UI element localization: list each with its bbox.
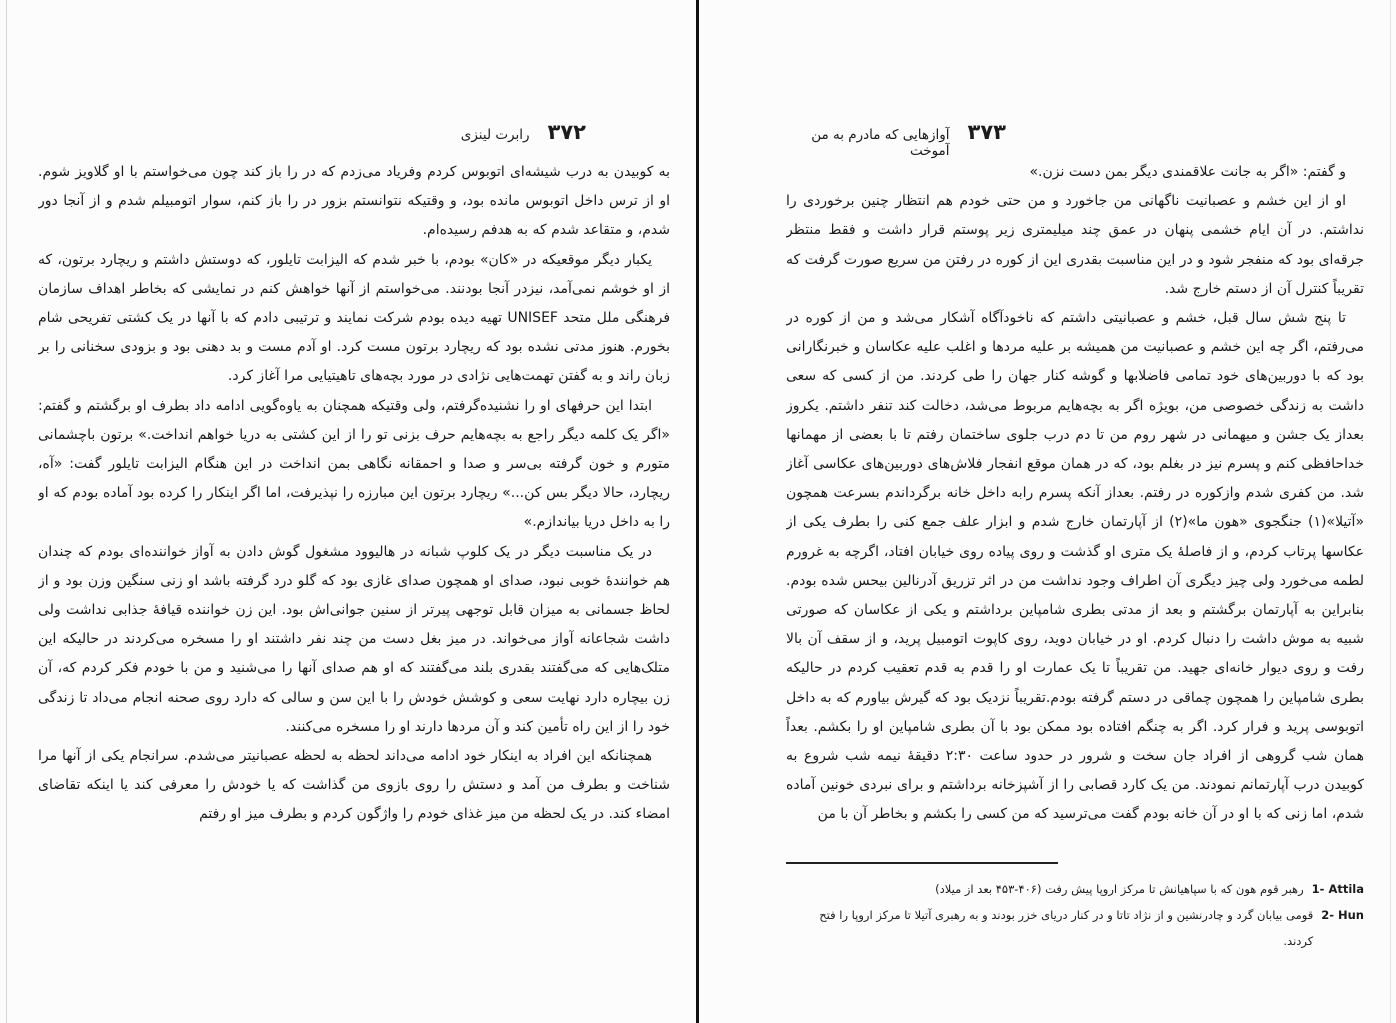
left-page-header [461, 120, 586, 144]
right-running-title: آوازهایی که مادرم به من آموخت [811, 127, 950, 159]
paragraph: تا پنج شش سال قبل، خشم و عصبانیتی داشتم که ناخودآگاه آشکار می‌شد و من از کوره در می‌رفتم، اگر چه این خشم و عصبانیت من همیشه بر علیه مردها و اغلب علیه عکاسان و خبرنگارانی بود که با دوربین‌های خود تمامی فاضلابها و گوشه کنار جهان را طی کردند. من از کسی که سعی داشت به زندگی خصوصی من، بویژه اگر به بچه‌هایم مربوط می‌شد، دخالت کند تنفر داشتم. یکروز بعداز یک جشن و میهمانی در شهر روم من تا دم درب جلوی ساختمان رفتم تا با بعضی از مهمانها خداحافظی کنم و پسرم نیز در بغلم بود، که در همان موقع انفجار فلاش‌های دوربین‌های عکاسی آغاز شد. من کفری شدم وازکوره در رفتم. بعداز آنکه پسرم رابه داخل خانه برگرداندم بسرعت همچون «آتیلا»(۱) جنگجوی «هون ما»(۲) از آپارتمان خارج شدم و ابزار علف جمع کنی را بطرف یکی از عکاسها پرتاب کردم، و از فاصلهٔ یک متری او گذشت و روی پیاده روی خیابان افتاد، اگرچه به غرورم لطمه می‌خورد ولی چیز دیگری آن اطراف وجود نداشت من در اثر تزریق آدرنالین بیحس شده بودم. بنابراین به آپارتمان برگشتم و بعد از مدتی بطری شامپاین برداشتم و یکی از عکاسان که صورتی شبیه به موش داشت را دنبال کردم. او در خیابان دوید، روی کاپوت اتومبیل پرید، و از سقف آن بالا رفت و روی دیوار خانه‌ای جهید. من تقریباً تا یک عمارت او را قدم به قدم تعقیب کردم در حالیکه بطری شامپاین را همچون چماقی در دستم گرفته بودم.تقریباً نزدیک بود که گیرش بیاورم که به داخل اتوبوسی پرید و فرار کرد. اگر به چنگم افتاده بود ممکن بود با آن بطری شامپاین او را بکشم. بعداً همان شب گروهی از افراد جان سخت و شرور در حدود ساعت ۲:۳۰ دقیقهٔ نیمه شب شروع به کوبیدن درب آپارتمانم نمودند. من یک کارد قصابی را از آشپزخانه برداشتم و برای نبردی خونین آماده شدم، اما زنی که با او در آن خانه بودم گفت می‌ترسید که من کسی را بکشم و بخاطر آن با من [786, 310, 1364, 823]
footnote-label: 2- Hun [1321, 908, 1364, 922]
right-page [786, 0, 1364, 1023]
page-edge-left [6, 0, 7, 1023]
right-page-text [786, 158, 1364, 830]
footnotes [786, 876, 1364, 954]
paragraph: به کوبیدن به درب شیشه‌ای اتوبوس کردم وفریاد می‌زدم که در را باز کند چون می‌خواستم با او گلاویز شوم. او از ترس داخل اتوبوس مانده بود، و وقتیکه نتوانستم بزور در را باز کنم، سوار اتومبیلم شدم و از آنجا دور شدم، و متقاعد شدم که به هدفم رسیده‌ام. [38, 164, 670, 239]
paragraph: و گفتم: «اگر به جانت علاقمندی دیگر بمن دست نزن.» [1029, 164, 1346, 180]
footnote-text: رهبر قوم هون که با سپاهیانش تا مرکز اروپا پیش رفت (۴۰۶-۴۵۳ بعد از میلاد) [935, 882, 1304, 896]
footnote-text: قومی بیابان گرد و چادرنشین و از نژاد تاتا و در کنار دریای خزر بودند و به رهبری آتیلا تا مرکز اروپا را فتح کردند. [819, 908, 1314, 948]
page-divider [696, 0, 699, 1023]
left-page [38, 0, 670, 1023]
paragraph: در یک مناسبت دیگر در یک کلوپ شبانه در هالیوود مشغول گوش دادن به آواز خواننده‌ای بودم که چندان هم خوانندهٔ خوبی نبود، صدای او همچون صدای غازی بود که گلو درد گرفته باشد او زنی سنگین وزن بود و از لحاظ جسمانی به میزان قابل توجهی پیرتر از سنین جوانی‌اش بود. این زن خواننده قیافهٔ جذابی نداشت ولی داشت شجاعانه آواز می‌خواند. در میز بغل دست من چند نفر داشتند او را مسخره می‌کردند در حالیکه این متلک‌هایی که می‌گفتند بقدری بلند می‌گفتند که او هم صدای آنها را می‌شنید و من با خودم فکر کردم که، آن زن بیچاره دارد نهایت سعی و کوشش خودش را با این سن و سالی که دارد روی صحنه انجام می‌داد تا زندگی خود را از این راه تأمین کند و آن مردها دارند او را مسخره می‌کنند. [38, 543, 670, 735]
right-page-number: ۳۷۳ [967, 120, 1006, 144]
footnote [786, 902, 1364, 954]
paragraph: ابتدا این حرفهای او را نشنیده‌گرفتم، ولی وقتیکه همچنان به یاوه‌گویی ادامه داد بطرف او برگشتم و گفتم: «اگر یک کلمه دیگر راجع به بچه‌هایم حرف بزنی تو را از این کشتی به دریا خواهم انداخت.» برتون باچشمانی متورم و خون گرفته بی‌سر و صدا و احمقانه نگاهی بمن انداخت در این هنگام الیزابت تایلور گفت: «آه، ریچارد، حالا دیگر بس کن...» ریچارد برتون این مبارزه را نپذیرفت، اما اگر اینکار را کرده بود آماده بودم که او را به داخل دریا بیاندازم.» [38, 397, 670, 531]
left-running-title: رابرت لینزی [460, 127, 530, 143]
paragraph: همچنانکه این افراد به اینکار خود ادامه می‌داند لحظه به لحظه عصبانیتر می‌شدم. سرانجام یکی از آنها مرا شناخت و بطرف من آمد و دستش را روی بازوی من گذاشت که یا خودش را معرفی کند یا اینکه تقاضای امضاء کند. در یک لحظه من میز غذای خودم را واژگون کردم و بطرف میز او رفتم [38, 748, 670, 823]
footnote [786, 876, 1364, 902]
paragraph: یکبار دیگر موقعیکه در «کان» بودم، با خبر شدم که الیزابت تایلور، که دوستش داشتم و ریچارد برتون، که از او خوشم نمی‌آمد، نیزدر آنجا بودنند. می‌خواستم از آنها خواهش کنم در نمایشی که بخاطر اهداف سازمان فرهنگی ملل متحد UNISEF تهیه دیده بودم شرکت نمایند و ترتیبی دادم که با آنها در یک کشتی تفریحی شام بخورم. هنوز مدتی نشده بود که ریچارد برتون مست کرد. او آدم مست و بد دهنی بود و بزودی سخنانی را بر زبان راند و به گفتن تهمت‌هایی نژادی در مورد بچه‌های تاهیتیایی مرا آغاز کرد. [38, 251, 670, 385]
right-page-header [786, 120, 1006, 159]
paragraph: او از این خشم و عصبانیت ناگهانی من جاخورد و من حتی خودم هم انتظار چنین برخوردی را نداشتم. در آن ایام خشمی پنهان در عمق چند میلیمتری زیر پوستم قرار داشت و فقط منتظر جرقه‌ای بود که منفجر شود و در این مناسبت بقدری این از کوره در رفتن من سریع صورت گرفت که تقریباً کنترل آن از دستم خارج شد. [786, 193, 1364, 297]
page-edge-right [1390, 0, 1391, 1023]
footnote-separator [786, 862, 1058, 864]
left-page-text [38, 158, 670, 830]
footnote-label: 1- Attila [1311, 882, 1364, 896]
left-page-number: ۳۷۲ [547, 120, 586, 144]
